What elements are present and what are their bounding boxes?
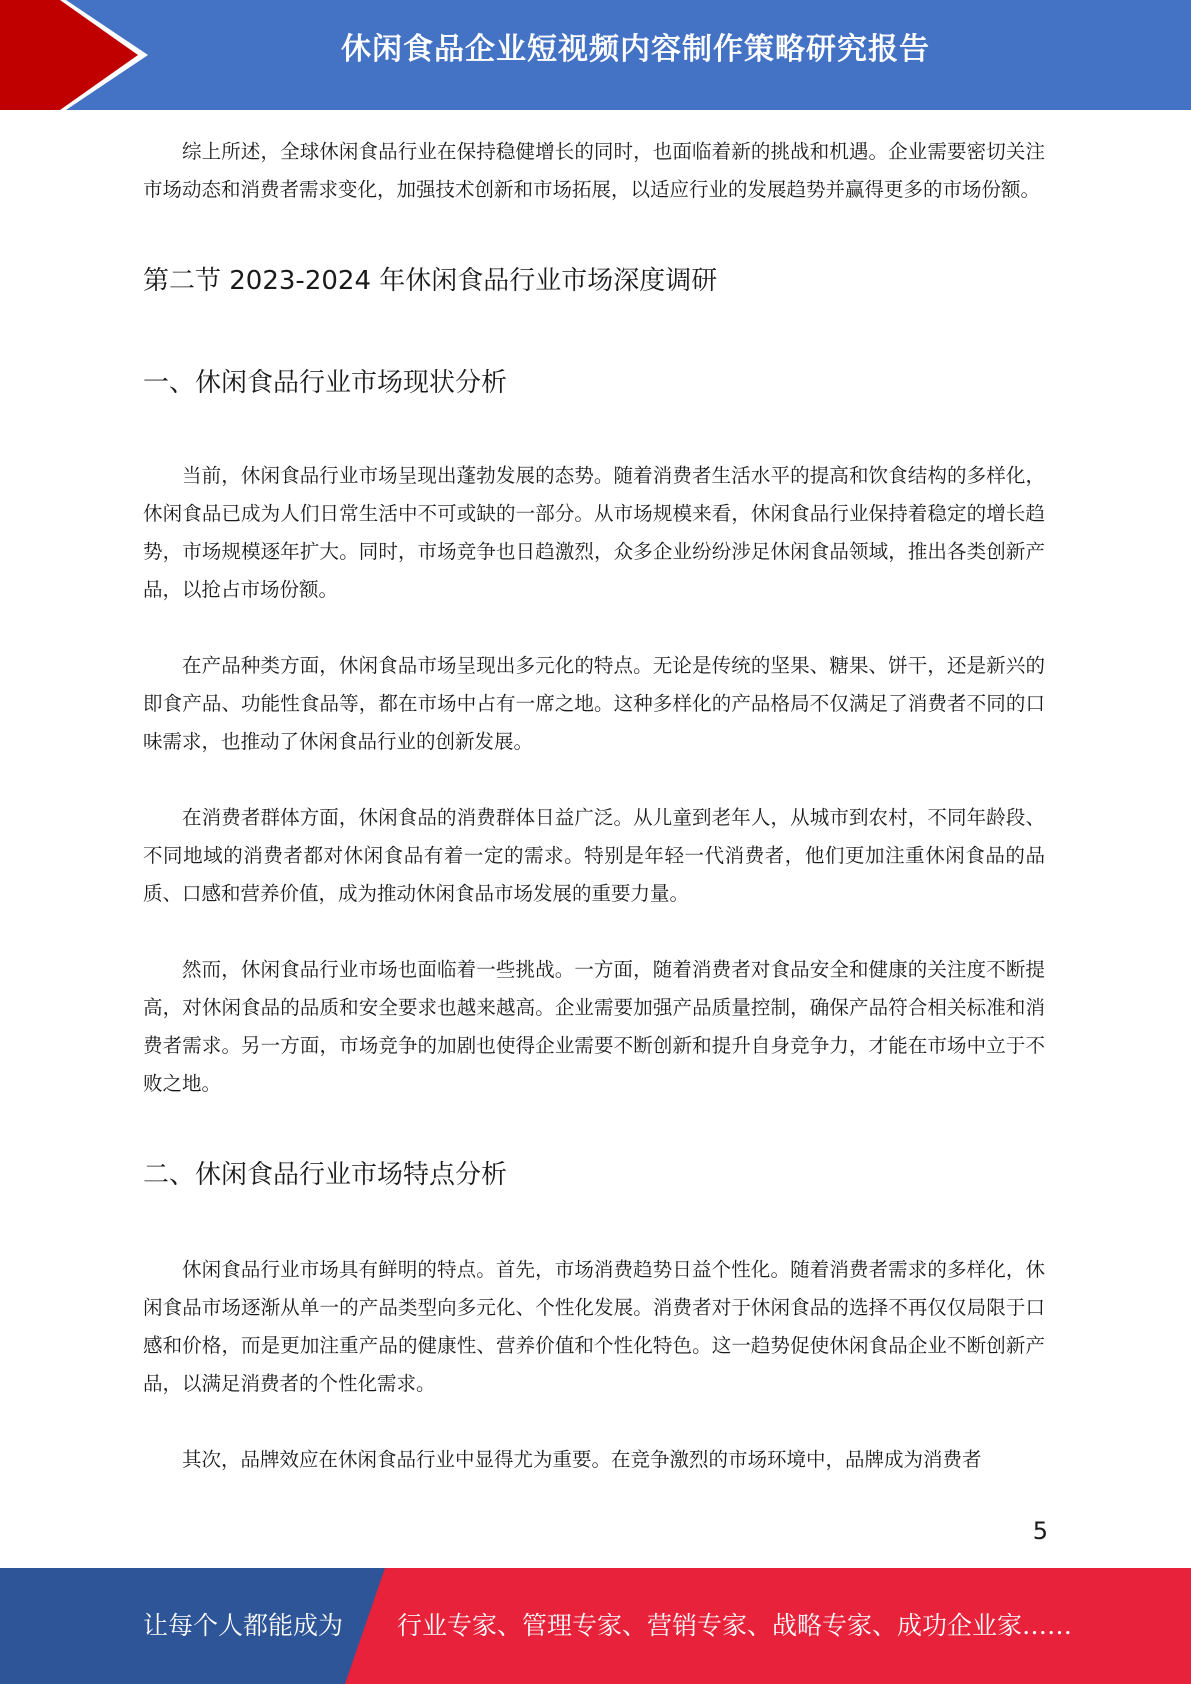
paragraph: 休闲食品行业市场具有鲜明的特点。首先，市场消费趋势日益个性化。随着消费者需求的多样化，休闲食品市场逐渐从单一的产品类型向多元化、个性化发展。消费者对于休闲食品的选择不再仅仅局限于口感和价格，而是更加注重产品的健康性、营养价值和个性化特色。这一趋势促使休闲食品企业不断创新产品，以满足消费者的个性化需求。 [143, 1258, 1045, 1395]
footer-slogan-left: 让每个人都能成为 [143, 1611, 344, 1640]
paragraph: 其次，品牌效应在休闲食品行业中显得尤为重要。在竞争激烈的市场环境中，品牌成为消费者 [182, 1448, 982, 1471]
intro-paragraph: 综上所述，全球休闲食品行业在保持稳健增长的同时，也面临着新的挑战和机遇。企业需要密切关注市场动态和消费者需求变化，加强技术创新和市场拓展，以适应行业的发展趋势并赢得更多的市场份额。 [143, 140, 1045, 201]
subsection-heading-2: 二、休闲食品行业市场特点分析 [143, 1160, 508, 1190]
paragraph: 然而，休闲食品行业市场也面临着一些挑战。一方面，随着消费者对食品安全和健康的关注度不断提高，对休闲食品的品质和安全要求也越来越高。企业需要加强产品质量控制，确保产品符合相关标准和消费者需求。另一方面，市场竞争的加剧也使得企业需要不断创新和提升自身竞争力，才能在市场中立于不败之地。 [143, 958, 1045, 1095]
footer-slogan-right: 行业专家、管理专家、营销专家、战略专家、成功企业家…… [397, 1611, 1073, 1640]
section-heading: 第二节 2023-2024 年休闲食品行业市场深度调研 [143, 266, 718, 296]
header-chevron-decoration [0, 0, 160, 110]
page-header [0, 0, 1191, 110]
page-footer [0, 1568, 1191, 1684]
report-title: 休闲食品企业短视频内容制作策略研究报告 [341, 32, 930, 67]
paragraph: 在消费者群体方面，休闲食品的消费群体日益广泛。从儿童到老年人，从城市到农村，不同年龄段、不同地域的消费者都对休闲食品有着一定的需求。特别是年轻一代消费者，他们更加注重休闲食品的品质、口感和营养价值，成为推动休闲食品市场发展的重要力量。 [143, 806, 1045, 905]
page-number: 5 [1032, 1517, 1048, 1545]
paragraph: 当前，休闲食品行业市场呈现出蓬勃发展的态势。随着消费者生活水平的提高和饮食结构的多样化，休闲食品已成为人们日常生活中不可或缺的一部分。从市场规模来看，休闲食品行业保持着稳定的增长趋势，市场规模逐年扩大。同时，市场竞争也日趋激烈，众多企业纷纷涉足休闲食品领域，推出各类创新产品，以抢占市场份额。 [143, 464, 1045, 601]
document-body [143, 133, 1045, 1479]
paragraph: 在产品种类方面，休闲食品市场呈现出多元化的特点。无论是传统的坚果、糖果、饼干，还是新兴的即食产品、功能性食品等，都在市场中占有一席之地。这种多样化的产品格局不仅满足了消费者不同的口味需求，也推动了休闲食品行业的创新发展。 [143, 654, 1045, 753]
subsection-heading-1: 一、休闲食品行业市场现状分析 [143, 368, 508, 398]
